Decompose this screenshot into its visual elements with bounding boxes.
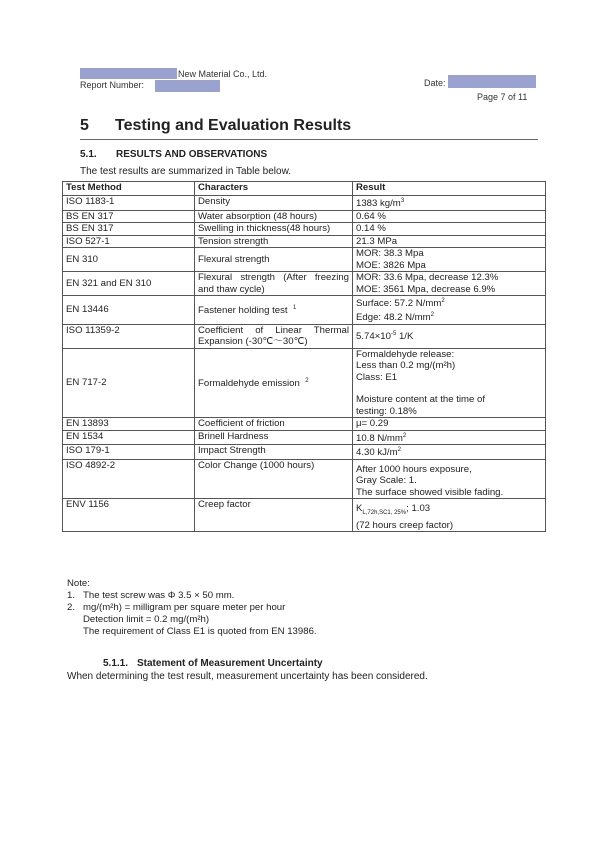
redacted-company-name <box>80 68 177 79</box>
result-cell: MOR: 33.6 Mpa, decrease 12.3% MOE: 3561 Mpa, decrease 6.9% <box>353 272 546 296</box>
results-table <box>62 181 546 532</box>
result-cell: Formaldehyde release: Less than 0.2 mg/(m²h) Class: E1 Moisture content at the time of testing: 0.18% <box>353 348 546 418</box>
company-suffix: New Material Co., Ltd. <box>178 69 268 79</box>
characters-cell: Flexural strength (After freezing and thaw cycle) <box>195 272 353 296</box>
table-row <box>63 348 546 418</box>
report-number-label: Report Number: <box>80 80 145 90</box>
table-row <box>63 296 546 324</box>
notes-label: Note: <box>67 578 90 589</box>
redacted-report-number <box>155 80 220 92</box>
result-cell: After 1000 hours exposure, Gray Scale: 1. The surface showed visible fading. <box>353 459 546 499</box>
test-method-cell: ISO 527-1 <box>63 235 195 248</box>
characters-cell: Creep factor <box>195 499 353 532</box>
characters-cell: Swelling in thickness(48 hours) <box>195 223 353 236</box>
table-row <box>63 430 546 445</box>
characters-cell: Water absorption (48 hours) <box>195 210 353 223</box>
characters-cell: Formaldehyde emission $^2$ <box>195 348 353 418</box>
test-method-cell: EN 1534 <box>63 430 195 445</box>
date-label: Date: <box>424 78 446 88</box>
characters-cell: Fastener holding test $^1$ <box>195 296 353 324</box>
result-cell: 0.64 % <box>353 210 546 223</box>
note-item: 2. mg/(m²h) = milligram per square meter per hour <box>67 602 286 613</box>
page-number: Page 7 of 11 <box>477 92 528 102</box>
header-result: Result <box>353 182 546 196</box>
uncertainty-heading <box>103 658 323 669</box>
table-header-row <box>63 182 546 196</box>
result-cell: 21.3 MPa <box>353 235 546 248</box>
section-number: 5 <box>80 117 89 134</box>
result-cell: μ= 0.29 <box>353 418 546 431</box>
intro-text: The test results are summarized in Table below. <box>80 166 292 177</box>
redacted-date <box>448 75 536 88</box>
table-row <box>63 248 546 272</box>
test-method-cell: EN 717-2 <box>63 348 195 418</box>
characters-cell: Impact Strength <box>195 445 353 460</box>
test-method-cell: EN 13893 <box>63 418 195 431</box>
test-method-cell: EN 13446 <box>63 296 195 324</box>
test-method-cell: ISO 4892-2 <box>63 459 195 499</box>
table-row <box>63 272 546 296</box>
table-row <box>63 235 546 248</box>
table-row <box>63 210 546 223</box>
note-detail: Detection limit = 0.2 mg/(m²h) <box>83 614 210 625</box>
result-cell: 0.14 % <box>353 223 546 236</box>
header-characters: Characters <box>195 182 353 196</box>
table-row <box>63 223 546 236</box>
notes <box>67 578 317 638</box>
test-method-cell: BS EN 317 <box>63 210 195 223</box>
result-cell: $K_{L,72h,SC1, 25\%}$; 1.03 (72 hours creep factor) <box>353 499 546 532</box>
table-row <box>63 445 546 460</box>
uncertainty-number: 5.1.1. <box>103 658 129 669</box>
characters-cell: Density <box>195 196 353 211</box>
table-row <box>63 418 546 431</box>
test-method-cell: ISO 179-1 <box>63 445 195 460</box>
characters-cell: Color Change (1000 hours) <box>195 459 353 499</box>
table-row <box>63 196 546 211</box>
table-row <box>63 324 546 348</box>
result-cell: MOR: 38.3 Mpa MOE: 3826 Mpa <box>353 248 546 272</box>
characters-cell: Coefficient of friction <box>195 418 353 431</box>
characters-cell: Flexural strength <box>195 248 353 272</box>
test-method-cell: EN 321 and EN 310 <box>63 272 195 296</box>
result-cell: 10.8 $N/mm^2$ <box>353 430 546 445</box>
result-cell: $5.74\times 10^{-5}$ 1/K <box>353 324 546 348</box>
result-cell: Surface: 57.2 $N/mm^2$ Edge: 48.2 $N/mm^2$ <box>353 296 546 324</box>
characters-cell: Tension strength <box>195 235 353 248</box>
test-method-cell: BS EN 317 <box>63 223 195 236</box>
test-method-cell: ISO 11359-2 <box>63 324 195 348</box>
subsection-title <box>80 149 267 160</box>
uncertainty-title: Statement of Measurement Uncertainty <box>137 658 323 669</box>
title-divider <box>80 139 538 140</box>
section-title-text: Testing and Evaluation Results <box>115 117 352 134</box>
characters-cell: Brinell Hardness <box>195 430 353 445</box>
note-item: 1. The test screw was Φ 3.5 × 50 mm. <box>67 590 235 601</box>
test-method-cell: ISO 1183-1 <box>63 196 195 211</box>
result-cell: 1383 $kg/m^3$ <box>353 196 546 211</box>
test-method-cell: ENV 1156 <box>63 499 195 532</box>
subsection-title-text: RESULTS AND OBSERVATIONS <box>116 149 268 160</box>
table-row <box>63 459 546 499</box>
characters-cell: Coefficient of Linear Thermal Expansion (-30℃～30℃) <box>195 324 353 348</box>
header-test-method: Test Method <box>63 182 195 196</box>
test-method-cell: EN 310 <box>63 248 195 272</box>
subsection-number: 5.1. <box>80 149 97 160</box>
table-row <box>63 499 546 532</box>
uncertainty-text: When determining the test result, measurement uncertainty has been considered. <box>67 671 428 682</box>
result-cell: 4.30 $kJ/m^2$ <box>353 445 546 460</box>
section-title <box>80 117 351 135</box>
note-detail: The requirement of Class E1 is quoted from EN 13986. <box>83 626 317 637</box>
